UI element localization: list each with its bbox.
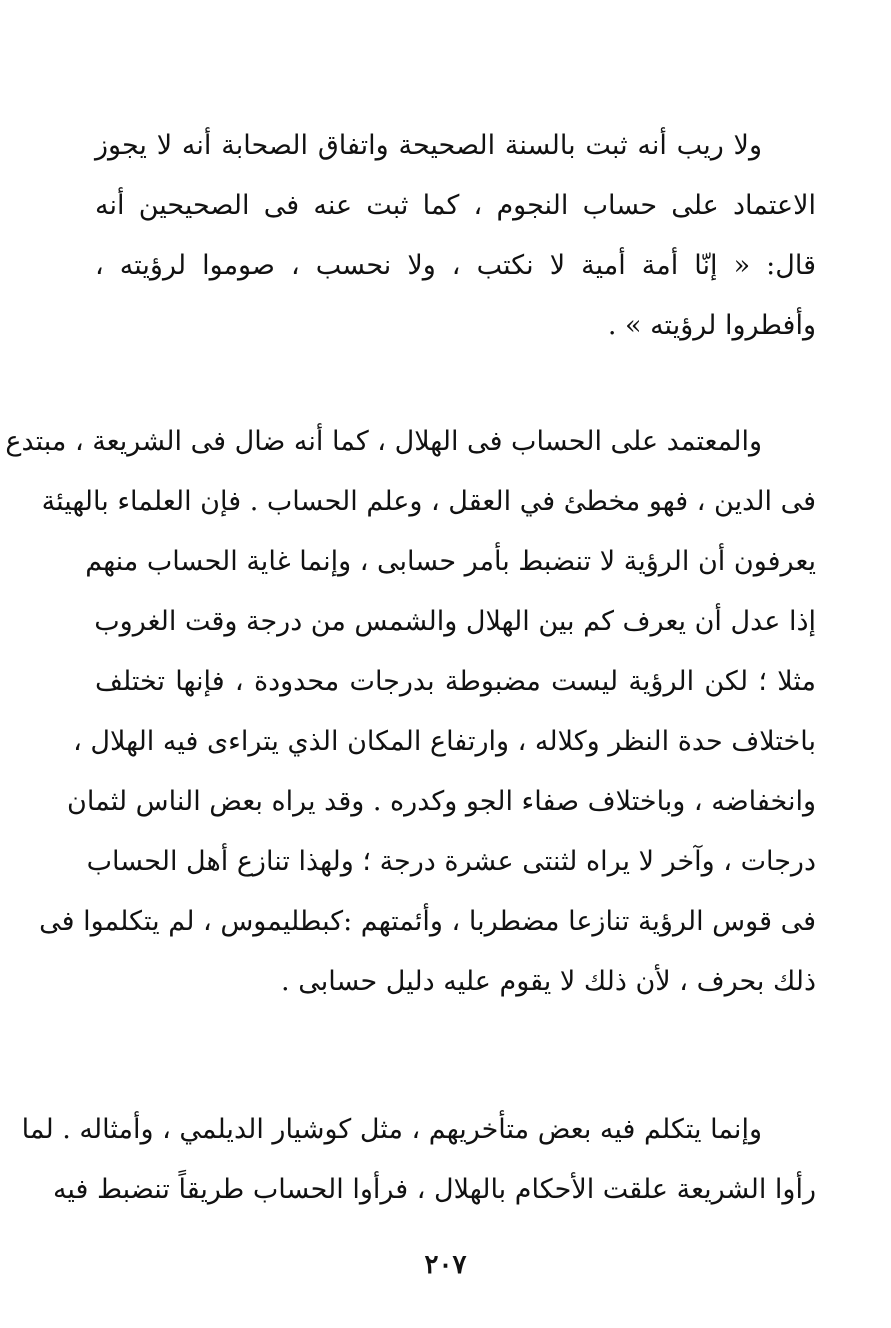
text-line: وانخفاضه ، وباختلاف صفاء الجو وكدره . وقد يراه بعض الناس لثمان <box>67 786 816 817</box>
text-line: ذلك بحرف ، لأن ذلك لا يقوم عليه دليل حسابى . <box>281 966 816 997</box>
text-line: يعرفون أن الرؤية لا تنضبط بأمر حسابى ، وإنما غاية الحساب منهم <box>85 546 816 577</box>
text-line: وإنما يتكلم فيه بعض متأخريهم ، مثل كوشيار الديلمي ، وأمثاله . لما <box>21 1114 762 1145</box>
text-line: فى قوس الرؤية تنازعا مضطربا ، وأئمتهم :كبطليموس ، لم يتكلموا فى <box>39 906 816 937</box>
text-line: وأفطروا لرؤيته » . <box>607 310 816 341</box>
text-line: باختلاف حدة النظر وكلاله ، وارتفاع المكان الذي يتراءى فيه الهلال ، <box>73 726 816 757</box>
text-line: والمعتمد على الحساب فى الهلال ، كما أنه ضال فى الشريعة ، مبتدع <box>5 426 762 457</box>
paragraph-3 <box>21 1100 816 1220</box>
text-line: إذا عدل أن يعرف كم بين الهلال والشمس من درجة وقت الغروب <box>94 606 816 637</box>
text-line: فى الدين ، فهو مخطئ في العقل ، وعلم الحساب . فإن العلماء بالهيئة <box>41 486 816 517</box>
text-line: مثلا ؛ لكن الرؤية ليست مضبوطة بدرجات محدودة ، فإنها تختلف <box>95 666 816 697</box>
text-line: قال: « إنّا أمة أمية لا نكتب ، ولا نحسب ، صوموا لرؤيته ، <box>95 250 816 281</box>
paragraph-1 <box>95 116 816 356</box>
text-line: رأوا الشريعة علقت الأحكام بالهلال ، فرأوا الحساب طريقاً تنضبط فيه <box>52 1174 816 1205</box>
text-line: درجات ، وآخر لا يراه لثنتى عشرة درجة ؛ ولهذا تنازع أهل الحساب <box>86 846 816 877</box>
text-line: ولا ريب أنه ثبت بالسنة الصحيحة واتفاق الصحابة أنه لا يجوز <box>95 130 762 161</box>
page-number: ٢٠٧ <box>424 1250 467 1280</box>
paragraph-2 <box>5 412 816 1012</box>
text-line: الاعتماد على حساب النجوم ، كما ثبت عنه فى الصحيحين أنه <box>95 190 816 221</box>
